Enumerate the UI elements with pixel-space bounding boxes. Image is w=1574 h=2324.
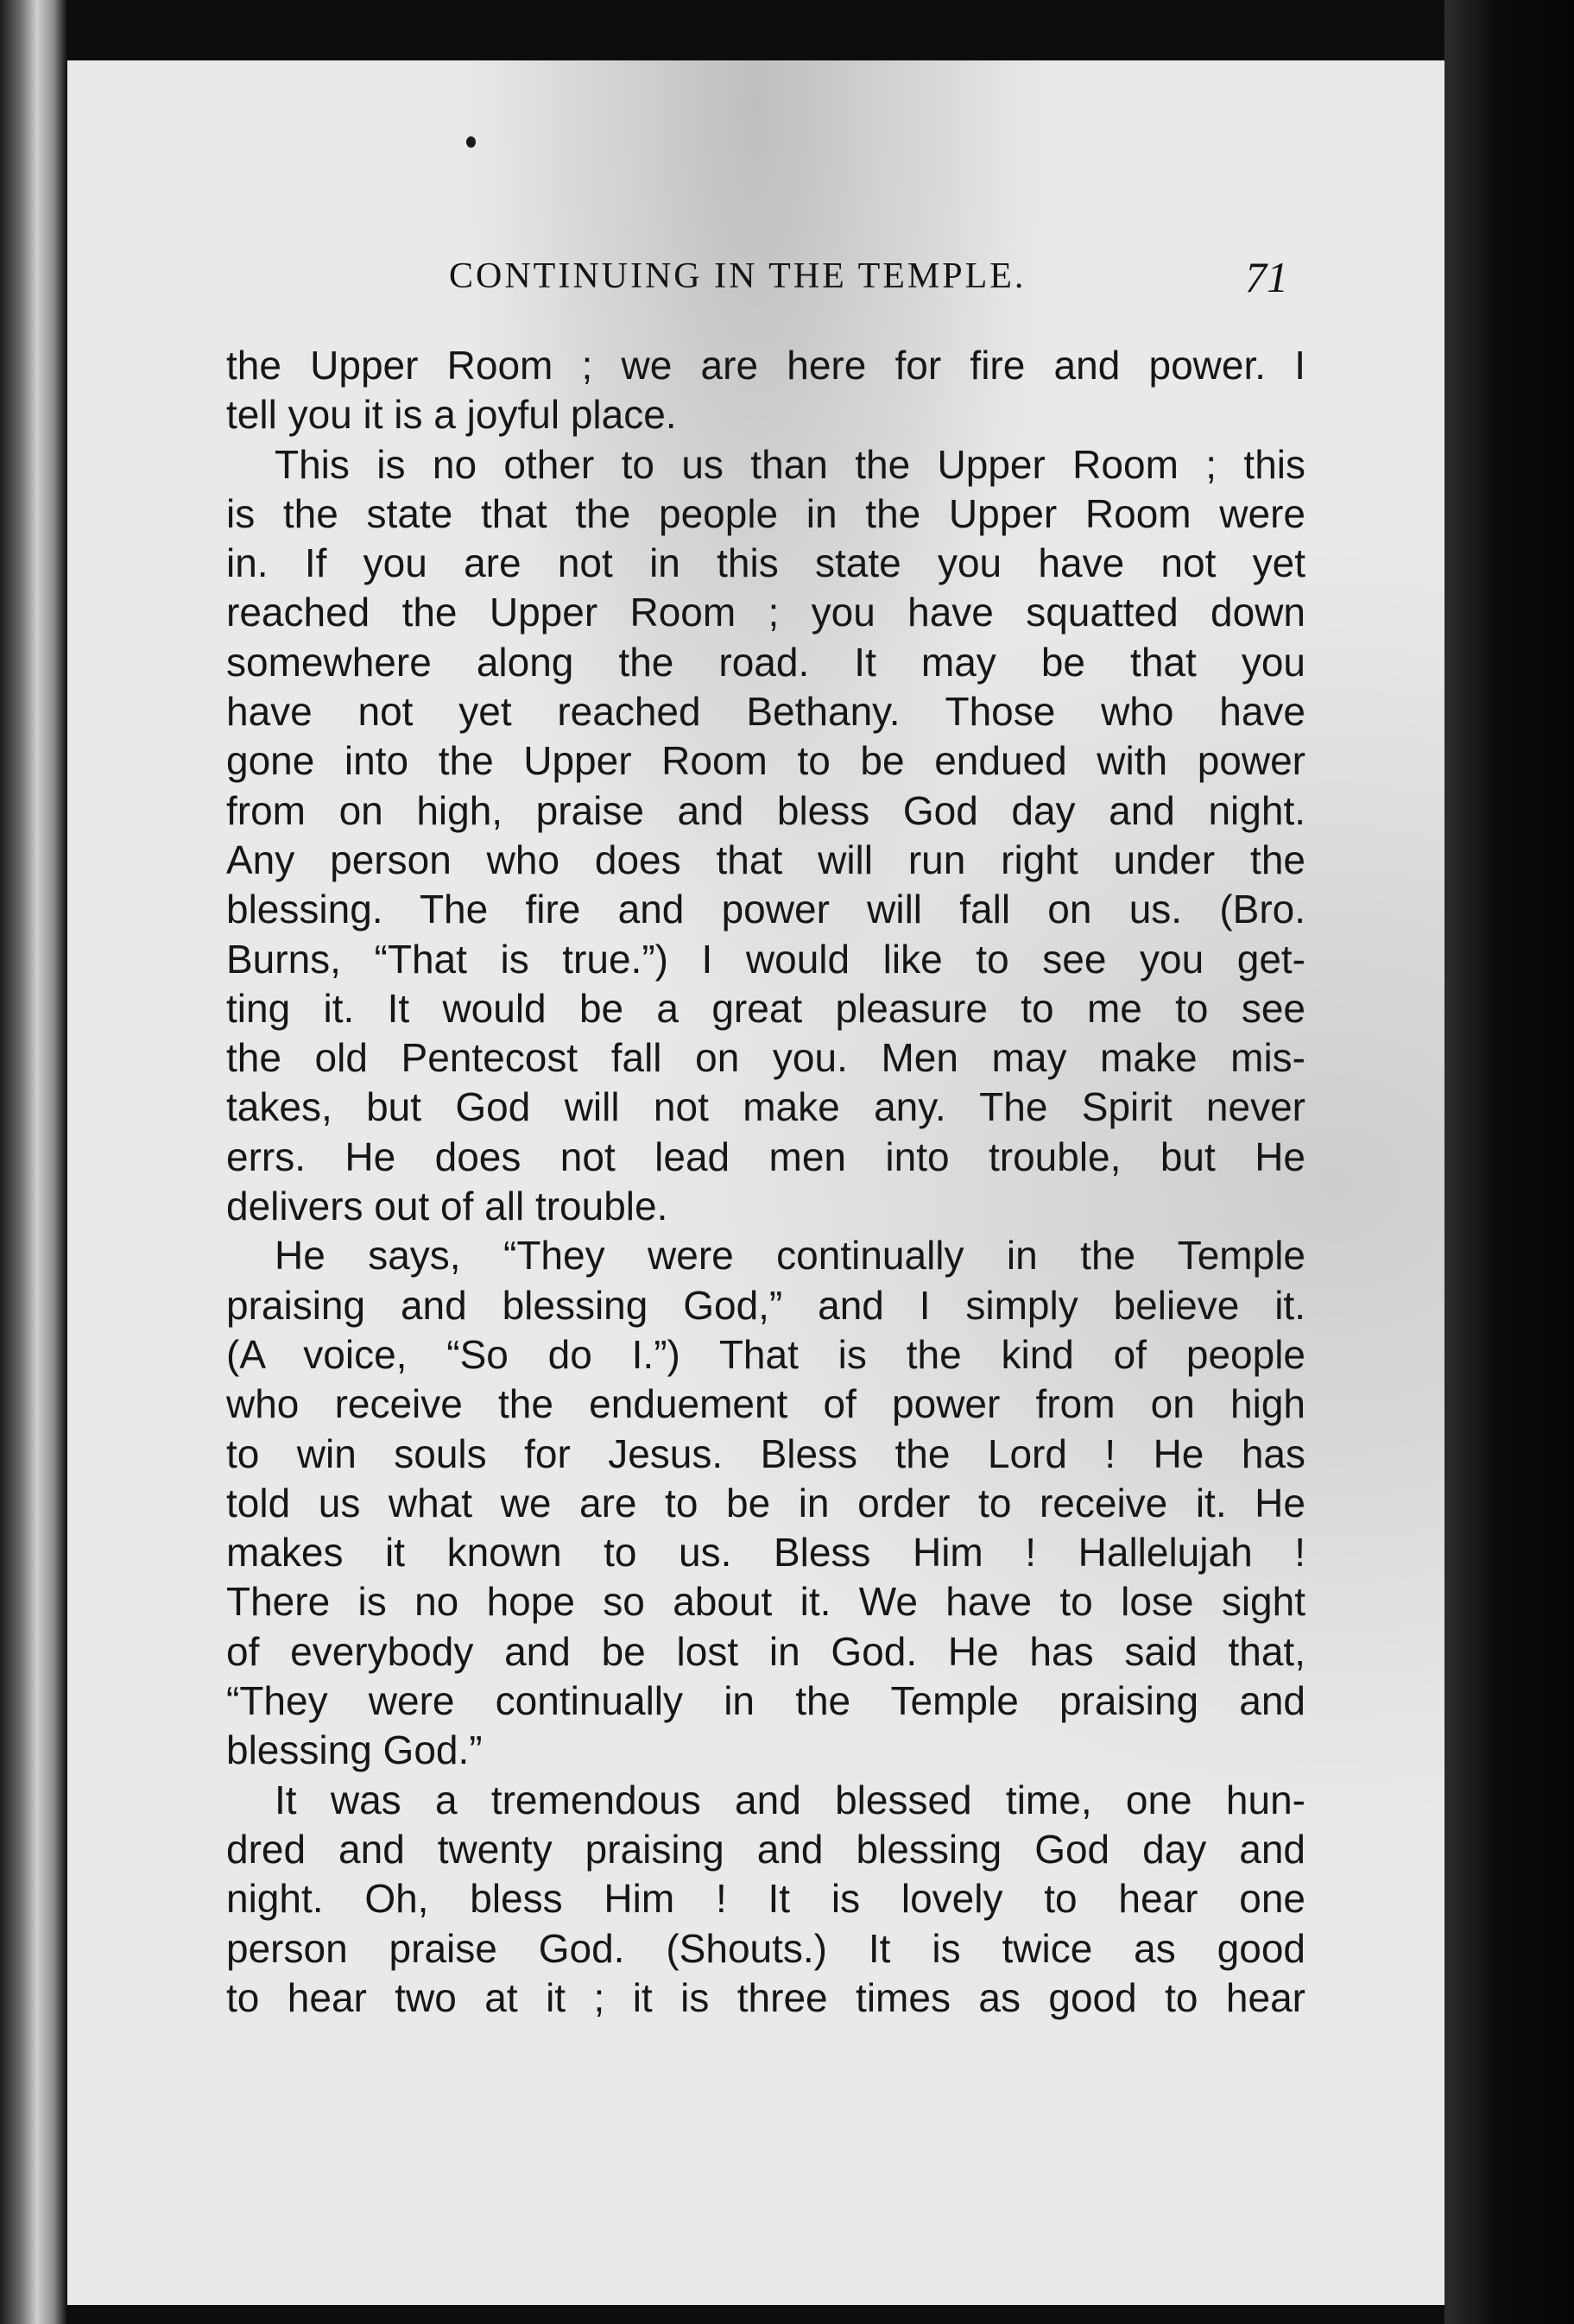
facing-page-edge: [0, 0, 67, 2324]
body-text: [226, 341, 1305, 2023]
text-line: to win souls for Jesus. Bless the Lord ! He has: [226, 1430, 1305, 1476]
text-line: Any person who does that will run right under the: [226, 837, 1305, 882]
text-line: This is no other to us than the Upper Room ; this: [275, 441, 1305, 487]
text-line: makes it known to us. Bless Him ! Hallelujah !: [226, 1530, 1305, 1576]
running-head: CONTINUING IN THE TEMPLE.: [449, 256, 1027, 296]
text-line: praising and blessing God,” and I simply believe it.: [226, 1282, 1305, 1328]
text-line: He says, “They were continually in the Temple: [275, 1233, 1305, 1279]
text-line: “They were continually in the Temple praising and: [226, 1678, 1305, 1724]
text-line: the old Pentecost fall on you. Men may make mis-: [226, 1035, 1305, 1081]
ink-speck: [466, 136, 476, 148]
text-line: There is no hope so about it. We have to lose sight: [226, 1579, 1305, 1625]
text-line: reached the Upper Room ; you have squatted down: [226, 590, 1305, 635]
text-line: to hear two at it ; it is three times as good to hear: [226, 1974, 1305, 2020]
text-line: night. Oh, bless Him ! It is lovely to hear one: [226, 1876, 1305, 1922]
text-line: somewhere along the road. It may be that you: [226, 639, 1305, 685]
text-line: Burns, “That is true.”) I would like to see you get-: [226, 936, 1305, 982]
text-line: blessing God.”: [226, 1727, 483, 1773]
text-line: told us what we are to be in order to receive it. He: [226, 1480, 1305, 1525]
text-line: ting it. It would be a great pleasure to me to see: [226, 985, 1305, 1031]
text-line: errs. He does not lead men into trouble, but He: [226, 1134, 1305, 1179]
text-line: have not yet reached Bethany. Those who have: [226, 689, 1305, 735]
text-line: is the state that the people in the Upper Room were: [226, 490, 1305, 536]
text-line: from on high, praise and bless God day and night.: [226, 787, 1305, 833]
text-line: blessing. The fire and power will fall on us. (Bro.: [226, 887, 1305, 932]
text-line: of everybody and be lost in God. He has said that,: [226, 1628, 1305, 1674]
binding-shadow: [1444, 0, 1574, 2324]
text-line: (A voice, “So do I.”) That is the kind of people: [226, 1331, 1305, 1377]
text-line: tell you it is a joyful place.: [226, 392, 677, 438]
page-number: 71: [1245, 253, 1288, 301]
text-line: in. If you are not in this state you have not yet: [226, 540, 1305, 586]
text-line: who receive the enduement of power from on high: [226, 1381, 1305, 1427]
text-line: delivers out of all trouble.: [226, 1184, 668, 1229]
text-line: It was a tremendous and blessed time, one hun-: [275, 1777, 1305, 1822]
text-line: takes, but God will not make any. The Spirit never: [226, 1084, 1305, 1130]
text-line: person praise God. (Shouts.) It is twice as good: [226, 1925, 1305, 1971]
text-line: gone into the Upper Room to be endued with power: [226, 738, 1305, 784]
text-line: dred and twenty praising and blessing God day and: [226, 1826, 1305, 1872]
text-line: the Upper Room ; we are here for fire and power. I: [226, 343, 1305, 388]
